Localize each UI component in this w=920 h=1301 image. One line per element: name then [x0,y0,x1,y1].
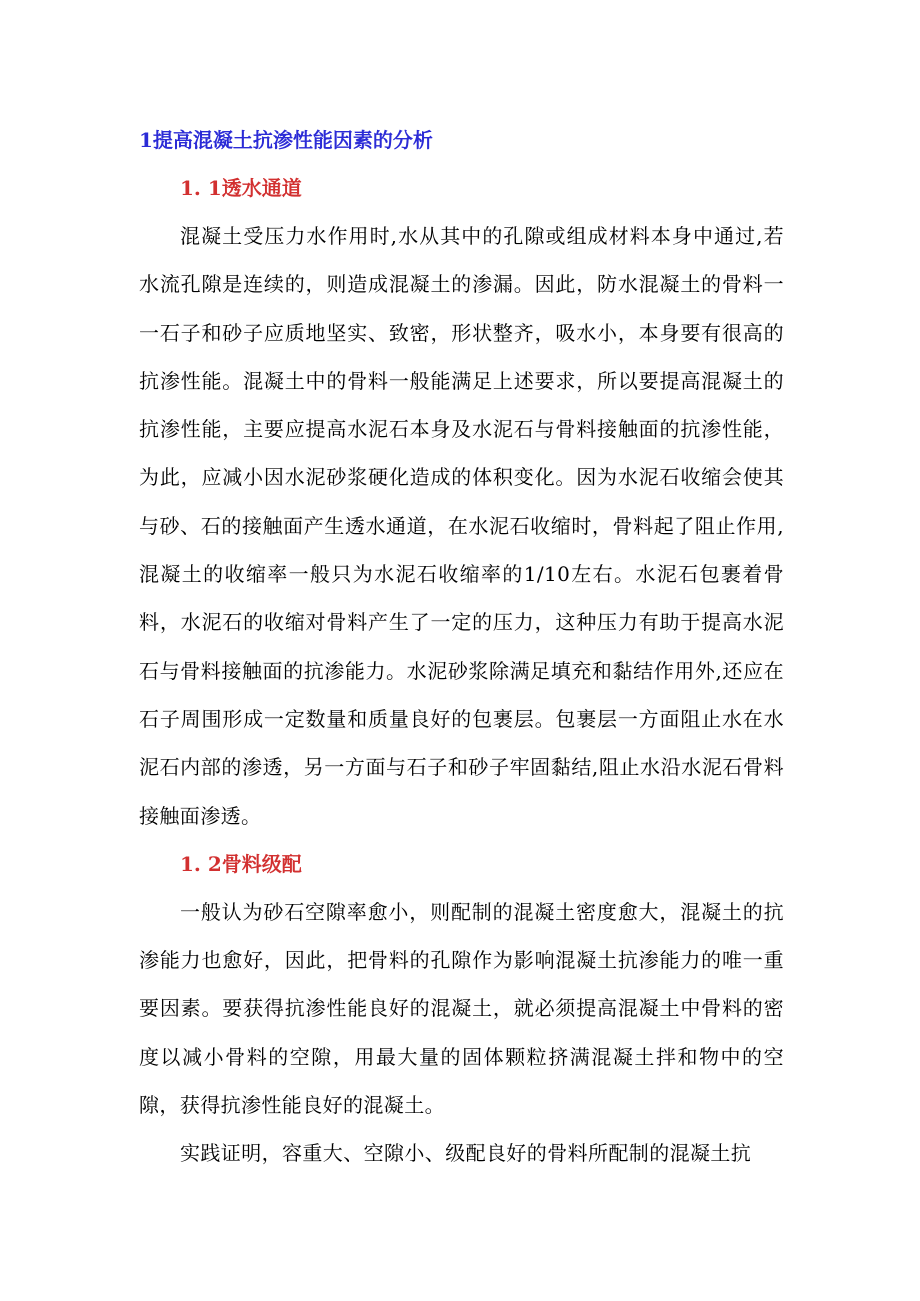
body-paragraph: 混凝土受压力水作用时,水从其中的孔隙或组成材料本身中通过,若水流孔隙是连续的，则造成混凝土的渗漏。因此，防水混凝土的骨料一一石子和砂子应质地坚实、致密，形状整齐，吸水小，本身要有很高的抗渗性能。混凝土中的骨料一般能满足上述要求，所以要提高混凝土的抗渗性能，主要应提高水泥石本身及水泥石与骨料接触面的抗渗性能，为此，应减小因水泥砂浆硬化造成的体积变化。因为水泥石收缩会使其与砂、石的接触面产生透水通道，在水泥石收缩时，骨料起了阻止作用,混凝土的收缩率一般只为水泥石收缩率的1/10左右。水泥石包裹着骨料，水泥石的收缩对骨料产生了一定的压力，这种压力有助于提高水泥石与骨料接触面的抗渗能力。水泥砂浆除满足填充和黏结作用外,还应在石子周围形成一定数量和质量良好的包裹层。包裹层一方面阻止水在水泥石内部的渗透，另一方面与石子和砂子牢固黏结,阻止水沿水泥石骨料接触面渗透。 [139,224,784,828]
body-paragraph: 一般认为砂石空隙率愈小，则配制的混凝土密度愈大，混凝土的抗渗能力也愈好，因此，把骨料的孔隙作为影响混凝土抗渗能力的唯一重要因素。要获得抗渗性能良好的混凝土，就必须提高混凝土中骨料的密度以减小骨料的空隙，用最大量的固体颗粒挤满混凝土拌和物中的空隙，获得抗渗性能良好的混凝土。 [139,899,784,1118]
subsection-title-permeable-channel: 1. 1透水通道 [180,176,302,200]
body-paragraph: 实践证明，容重大、空隙小、级配良好的骨料所配制的混凝土抗 [180,1141,752,1166]
subsection-title-aggregate-gradation: 1. 2骨料级配 [180,851,302,876]
document-page [139,116,784,1178]
section-title: 1提高混凝土抗渗性能因素的分析 [139,128,433,152]
